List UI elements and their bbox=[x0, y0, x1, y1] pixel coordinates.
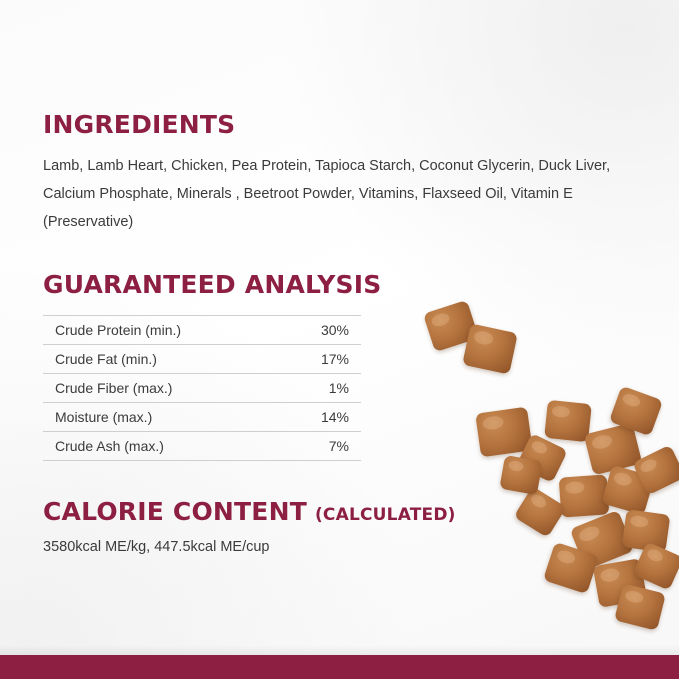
calorie-content-section bbox=[43, 497, 643, 558]
nutrient-label: Crude Fiber (max.) bbox=[55, 380, 173, 396]
nutrient-label: Crude Protein (min.) bbox=[55, 322, 182, 338]
guaranteed-analysis-heading: GUARANTEED ANALYSIS bbox=[43, 270, 382, 299]
nutrient-label: Crude Fat (min.) bbox=[55, 351, 157, 367]
ingredients-section bbox=[43, 110, 643, 236]
calorie-content-heading: CALORIE CONTENT bbox=[43, 497, 307, 526]
calorie-content-subtitle: (CALCULATED) bbox=[314, 505, 456, 525]
guaranteed-analysis-section bbox=[43, 270, 643, 461]
bottom-accent-bar bbox=[0, 655, 679, 679]
content-column bbox=[43, 110, 643, 573]
nutrient-value: 7% bbox=[328, 438, 349, 454]
nutrient-label: Moisture (max.) bbox=[55, 409, 153, 425]
nutrient-value: 17% bbox=[320, 351, 349, 367]
table-row bbox=[43, 316, 361, 345]
nutrient-value: 14% bbox=[320, 409, 349, 425]
ingredients-text: Lamb, Lamb Heart, Chicken, Pea Protein, Tapioca Starch, Coconut Glycerin, Duck Liver, Calcium Phosphate, Minerals , Beetroot Powder, Vitamins, Flaxseed Oil, Vitamin E (Preservative) bbox=[43, 158, 611, 230]
table-row bbox=[43, 374, 361, 403]
calorie-content-text: 3580kcal ME/kg, 447.5kcal ME/cup bbox=[43, 539, 270, 555]
nutrient-value: 1% bbox=[328, 380, 349, 396]
calorie-heading-row bbox=[43, 497, 643, 526]
nutrient-label: Crude Ash (max.) bbox=[55, 438, 164, 454]
kibble-piece bbox=[614, 583, 666, 631]
table-row bbox=[43, 403, 361, 432]
guaranteed-analysis-table bbox=[43, 315, 361, 461]
table-row bbox=[43, 345, 361, 374]
nutrient-value: 30% bbox=[320, 322, 349, 338]
bottom-bar-shadow bbox=[0, 645, 679, 655]
table-row bbox=[43, 432, 361, 461]
ingredients-heading: INGREDIENTS bbox=[43, 110, 236, 139]
